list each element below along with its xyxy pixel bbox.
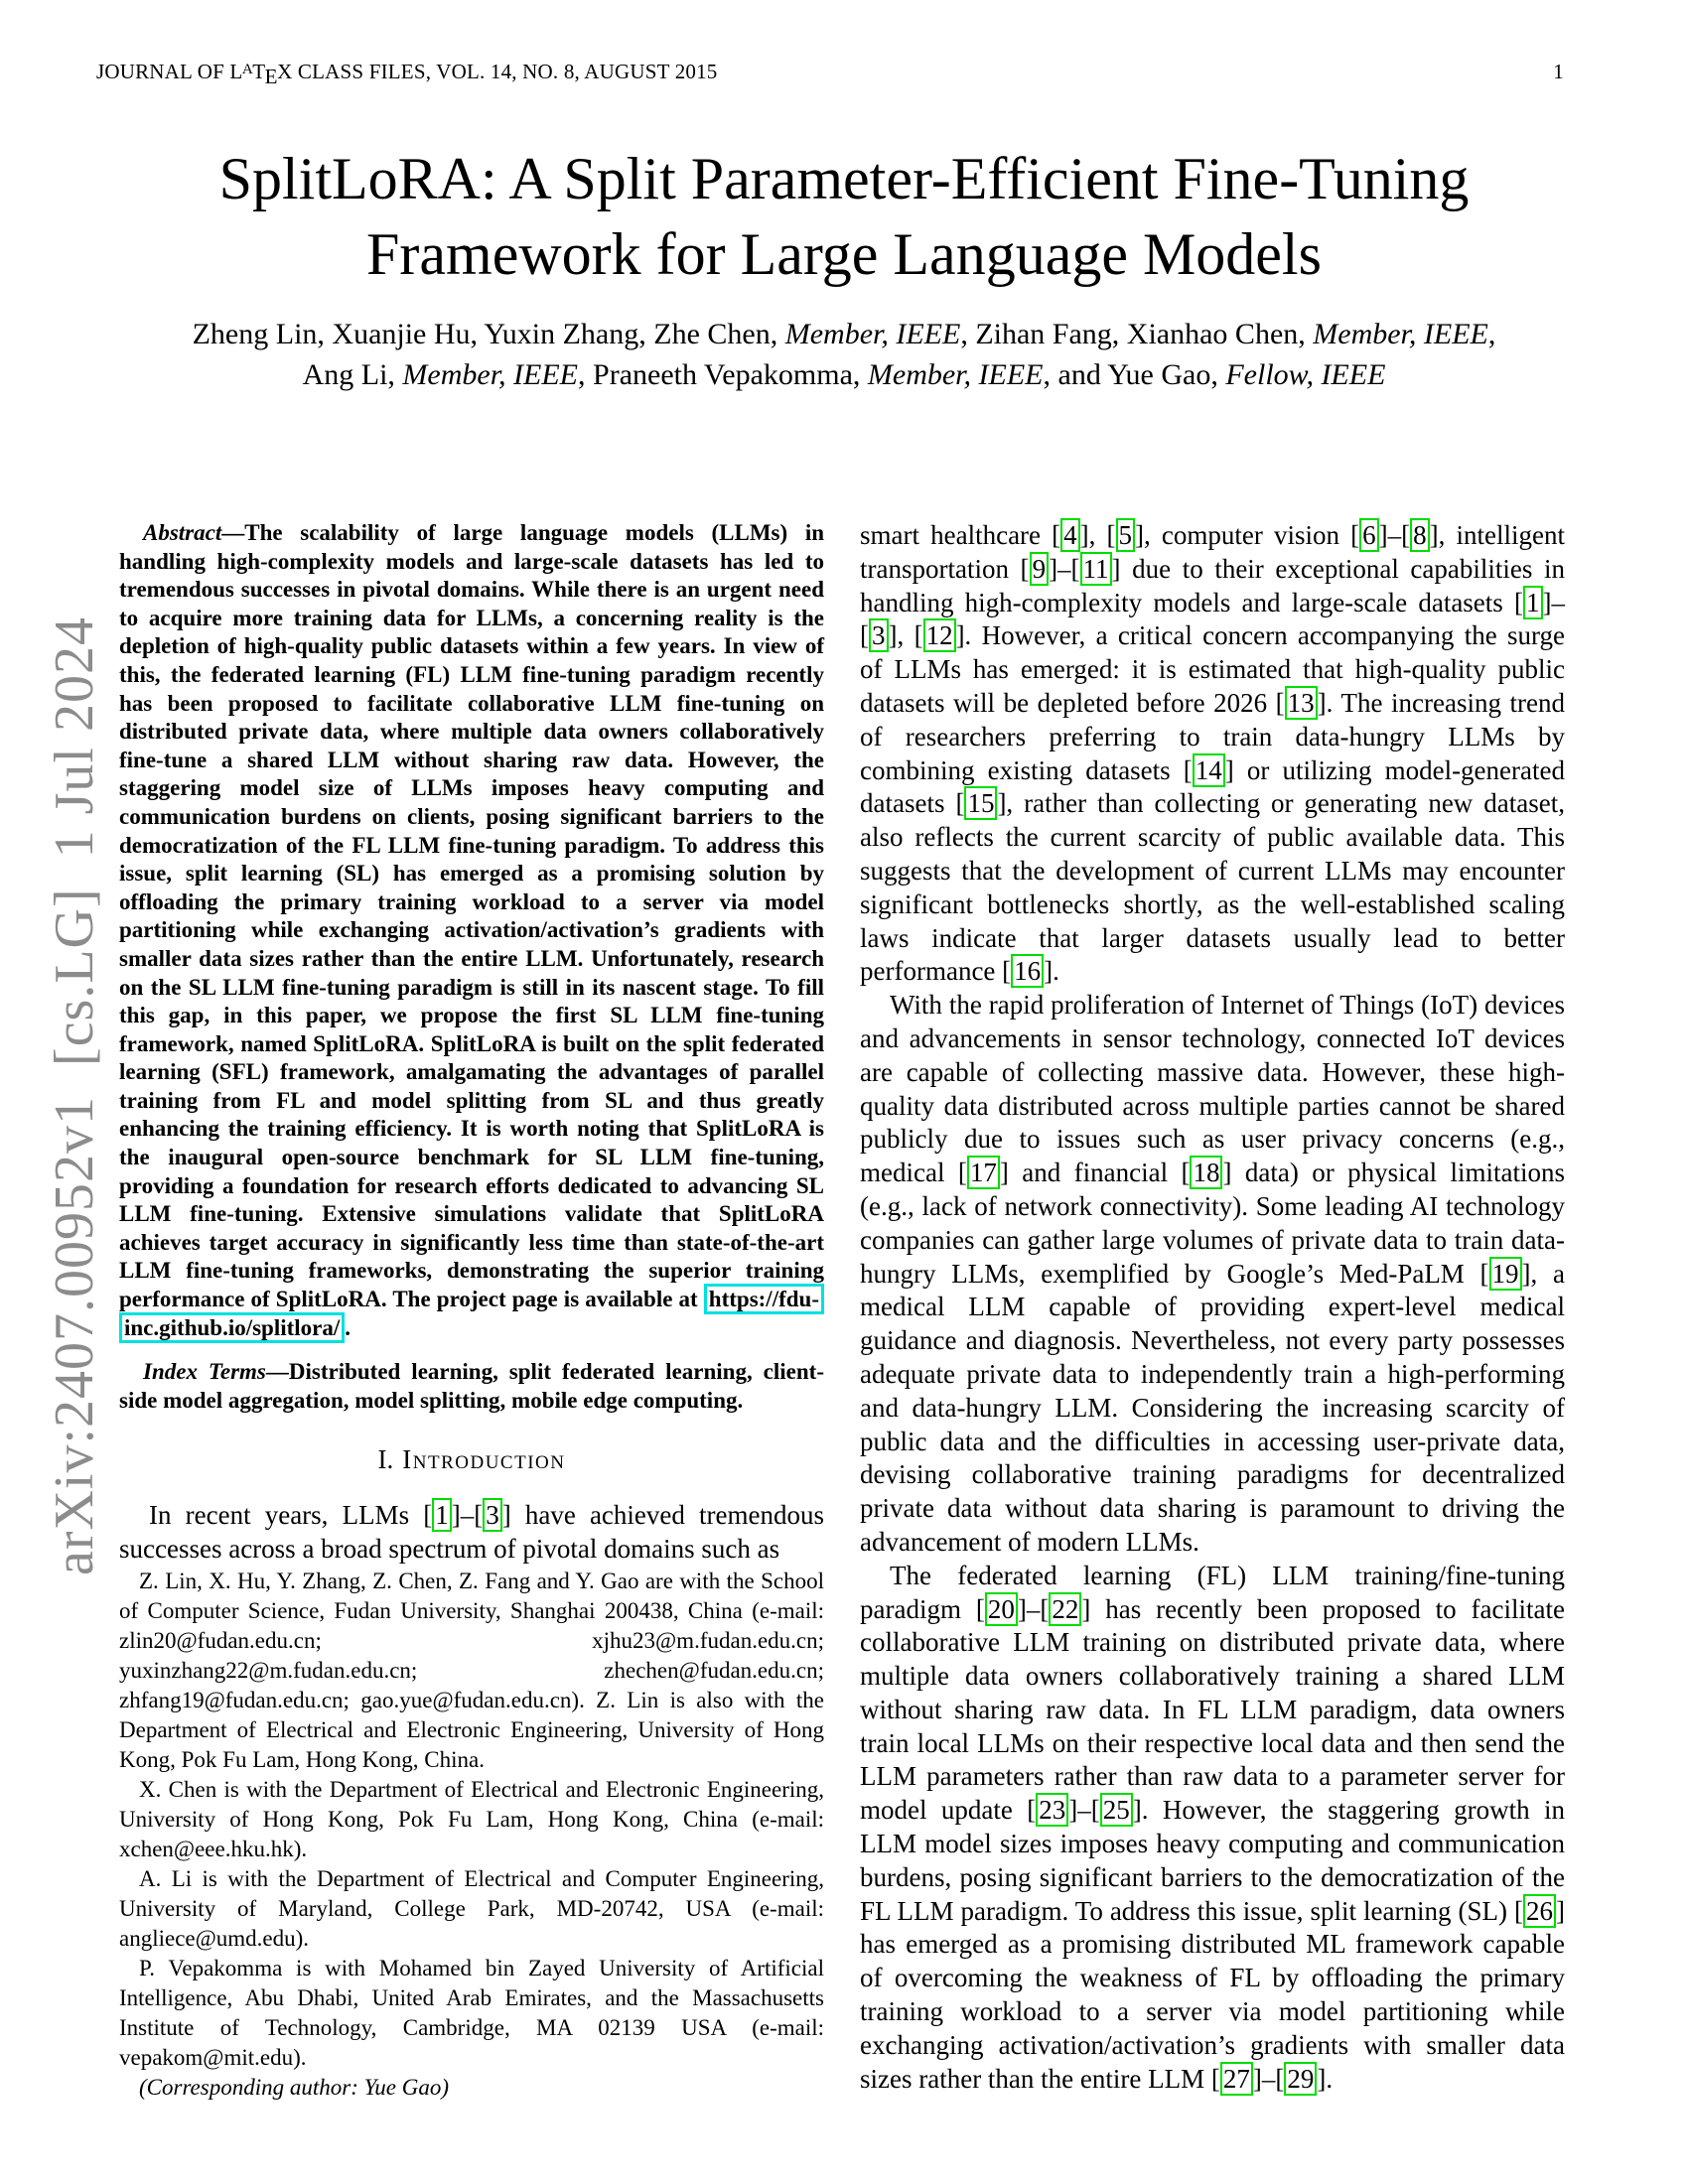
latex-logo-e: E	[264, 64, 278, 88]
latex-logo-t: T	[252, 60, 266, 83]
citation-link[interactable]: 14	[1193, 753, 1225, 787]
journal-header-text: JOURNAL OF L	[96, 60, 243, 83]
citation-link[interactable]: 20	[985, 1592, 1018, 1626]
citation-link[interactable]: 3	[869, 618, 889, 652]
citation-link[interactable]: 12	[923, 618, 956, 652]
author-names: ,	[1487, 318, 1496, 350]
citation-link[interactable]: 19	[1489, 1257, 1522, 1291]
footnote-paragraph: (Corresponding author: Yue Gao)	[139, 2075, 450, 2100]
journal-header	[96, 60, 718, 89]
footnote-paragraph: A. Li is with the Department of Electrical and Computer Engineering, University of Maryland, College Park, MD-20742, USA (e-mail: angliece@umd.edu).	[119, 1866, 824, 1951]
citation-link[interactable]: 27	[1220, 2062, 1253, 2096]
footnote-paragraph: X. Chen is with the Department of Electrical and Electronic Engineering, University of Hong Kong, Pok Fu Lam, Hong Kong, China (e-mail: xchen@eee.hku.hk).	[119, 1777, 824, 1861]
author-honorific: Fellow, IEEE	[1225, 358, 1386, 391]
body-paragraph: smart healthcare [ 4 ], [ 5 ], computer vision [ 6 ]–[ 8 ], intelligent transportation [ 9 ]–[ 11 ] due to their exceptional capabilities in handling high-complexity models and large-scale datasets [ 1 ]–[ 3 ], [ 12 ]. However, a critical concern accompanying the surge of LLMs has emerged: it is estimated that high-quality public datasets will be depleted before 2026 [ 13 ]. The increasing trend of researchers preferring to train data-hungry LLMs by combining existing datasets [ 14 ] or utilizing model-generated datasets [ 15 ], rather than collecting or generating new dataset, also reflects the current scarcity of public available data. This suggests that the development of current LLMs may encounter significant bottlenecks shortly, as the well-established scaling laws indicate that larger datasets usually lead to better performance [ 16 ].	[860, 520, 1566, 987]
citation-link[interactable]: 13	[1285, 686, 1318, 720]
author-names: , Zihan Fang, Xianhao Chen,	[960, 318, 1314, 350]
index-terms-paragraph	[119, 1358, 824, 1415]
author-names: Ang Li,	[302, 358, 403, 391]
author-line-1	[79, 314, 1609, 354]
citation-link[interactable]: 26	[1523, 1894, 1556, 1928]
footnote-paragraph: Z. Lin, X. Hu, Y. Zhang, Z. Chen, Z. Fang and Y. Gao are with the School of Computer Science, Fudan University, Shanghai 200438, China (e-mail: zlin20@fudan.edu.cn; xjhu23@m.fudan.edu.cn; yuxinzhang22@m.fudan.edu.cn; zhechen@fudan.edu.cn; zhfang19@fudan.edu.cn; gao.yue@fudan.edu.cn). Z. Lin is also with the Department of Electrical and Electronic Engineering, University of Hong Kong, Pok Fu Lam, Hong Kong, China.	[119, 1569, 824, 1772]
intro-paragraph-left: In recent years, LLMs [ 1 ]–[ 3 ] have achieved tremendous successes across a broad spectrum of pivotal domains such as	[119, 1500, 824, 1565]
author-honorific: Member, IEEE	[1313, 318, 1488, 350]
paper-title-line1: SplitLoRA: A Split Parameter-Efficient Fine-Tuning	[218, 146, 1470, 211]
citation-link[interactable]: 1	[1523, 586, 1543, 619]
author-block	[79, 314, 1609, 395]
author-names: , Praneeth Vepakomma,	[578, 358, 868, 391]
citation-link[interactable]: 3	[483, 1498, 502, 1532]
citation-link[interactable]: 8	[1410, 518, 1430, 552]
page-number: 1	[1553, 60, 1564, 83]
author-honorific: Member, IEEE	[867, 358, 1044, 391]
citation-link[interactable]: 16	[1011, 954, 1044, 988]
author-honorific: Member, IEEE	[402, 358, 579, 391]
body-paragraph: With the rapid proliferation of Internet of Things (IoT) devices and advancements in sensor technology, connected IoT devices are capable of collecting massive data. However, these high-quality data distributed across multiple parties cannot be shared publicly due to issues such as user privacy concerns (e.g., medical [ 17 ] and financial [ 18 ] data) or physical limitations (e.g., lack of network connectivity). Some leading AI technology companies can gather large volumes of private data to train data-hungry LLMs, exemplified by Google’s Med-PaLM [ 19 ], a medical LLM capable of providing expert-level medical guidance and diagnosis. Nevertheless, not every party possesses adequate private data to independently train a high-performing and data-hungry LLM. Considering the increasing scarcity of public data and the difficulties in accessing user-private data, devising collaborative training paradigms for decentralized private data without data sharing is paramount to driving the advancement of modern LLMs.	[860, 990, 1566, 1557]
right-column	[860, 519, 1566, 2094]
citation-link[interactable]: 5	[1116, 518, 1136, 552]
citation-link[interactable]: 17	[967, 1156, 1000, 1189]
author-names: Zheng Lin, Xuanjie Hu, Yuxin Zhang, Zhe Chen,	[192, 318, 785, 350]
section-heading-introduction	[119, 1444, 824, 1475]
latex-logo-a: A	[241, 61, 253, 77]
citation-link[interactable]: 4	[1060, 518, 1080, 552]
journal-header-rest: CLASS FILES, VOL. 14, NO. 8, AUGUST 2015	[292, 60, 718, 83]
abstract-label: Abstract	[143, 520, 222, 545]
two-column-body	[119, 519, 1566, 2100]
latex-logo-x: X	[277, 60, 293, 83]
body-paragraph: The federated learning (FL) LLM training/fine-tuning paradigm [ 20 ]–[ 22 ] has recently been proposed to facilitate collaborative LLM training on distributed private data, where multiple data owners collaboratively training a shared LLM without sharing raw data. In FL LLM paradigm, data owners train local LLMs on their respective local data and then send the LLM parameters rather than raw data to a parameter server for model update [ 23 ]–[ 25 ]. However, the staggering growth in LLM model sizes imposes heavy computing and communication burdens, posing significant barriers to the democratization of the FL LLM paradigm. To address this issue, split learning (SL) [ 26 ] has emerged as a promising distributed ML framework capable of overcoming the weakness of FL by offloading the primary training workload to a server via model partitioning while exchanging activation/activation’s gradients with smaller data sizes rather than the entire LLM [ 27 ]–[ 29 ].	[860, 1560, 1565, 2094]
abstract-paragraph	[119, 519, 824, 1342]
author-names: , and Yue Gao,	[1043, 358, 1226, 391]
paper-title-line2: Framework for Large Language Models	[366, 221, 1322, 287]
index-terms-label: Index Terms	[143, 1359, 266, 1385]
citation-link[interactable]: 15	[964, 786, 997, 820]
paper-title	[60, 141, 1628, 292]
citation-link[interactable]: 11	[1080, 552, 1112, 586]
citation-link[interactable]: 29	[1284, 2062, 1317, 2096]
author-honorific: Member, IEEE	[784, 318, 961, 350]
author-line-2	[79, 354, 1609, 395]
project-url-link[interactable]: https://fdu-inc.github.io/splitlora/	[119, 1284, 824, 1343]
first-page-footnotes	[119, 1567, 824, 2103]
arxiv-watermark: arXiv:2407.00952v1 [cs.LG] 1 Jul 2024	[44, 616, 105, 1576]
index-terms-text: —Distributed learning, split federated learning, client-side model aggregation, model splitting, mobile edge computing.	[119, 1359, 824, 1413]
section-title: Introduction	[402, 1444, 566, 1475]
footnote-paragraph: P. Vepakomma is with Mohamed bin Zayed University of Artificial Intelligence, Abu Dhabi, United Arab Emirates, and the Massachusetts Institute of Technology, Cambridge, MA 02139 USA (e-mail: vepakom@mit.edu).	[119, 1956, 824, 2070]
citation-link[interactable]: 6	[1359, 518, 1379, 552]
citation-link[interactable]: 22	[1049, 1592, 1081, 1626]
citation-link[interactable]: 25	[1100, 1793, 1133, 1827]
citation-link[interactable]: 18	[1190, 1156, 1222, 1189]
citation-link[interactable]: 23	[1036, 1793, 1068, 1827]
left-column	[119, 519, 824, 2100]
running-header	[96, 60, 1564, 89]
section-number: I.	[377, 1444, 394, 1475]
citation-link[interactable]: 9	[1030, 552, 1050, 586]
abstract-text: —The scalability of large language models (LLMs) in handling high-complexity models and large-scale datasets has led to tremendous successes in pivotal domains. While there is an urgent need to acquire more training data for LLMs, a concerning reality is the depletion of high-quality public datasets within a few years. In view of this, the federated learning (FL) LLM fine-tuning paradigm recently has been proposed to facilitate collaborative LLM fine-tuning on distributed private data, where multiple data owners collaboratively fine-tune a shared LLM without sharing raw data. However, the staggering model size of LLMs imposes heavy computing and communication burdens on clients, posing significant barriers to the democratization of the FL LLM fine-tuning paradigm. To address this issue, split learning (SL) has emerged as a promising solution by offloading the primary training workload to a server via model partitioning while exchanging activation/activation’s gradients with smaller data sizes rather than the entire LLM. Unfortunately, research on the SL LLM fine-tuning paradigm is still in its nascent stage. To fill this gap, in this paper, we propose the first SL LLM fine-tuning framework, named SplitLoRA. SplitLoRA is built on the split federated learning (SFL) framework, amalgamating the advantages of parallel training from FL and model splitting from SL and thus greatly enhancing the training efficiency. It is worth noting that SplitLoRA is the inaugural open-source benchmark for SL LLM fine-tuning, providing a foundation for research efforts dedicated to advancing SL LLM fine-tuning. Extensive simulations validate that SplitLoRA achieves target accuracy in significantly less time than state-of-the-art LLM fine-tuning frameworks, demonstrating the superior training performance of SplitLoRA. The project page is available at https://fdu-inc.github.io/splitlora/ .	[119, 520, 824, 1343]
citation-link[interactable]: 1	[432, 1498, 452, 1532]
